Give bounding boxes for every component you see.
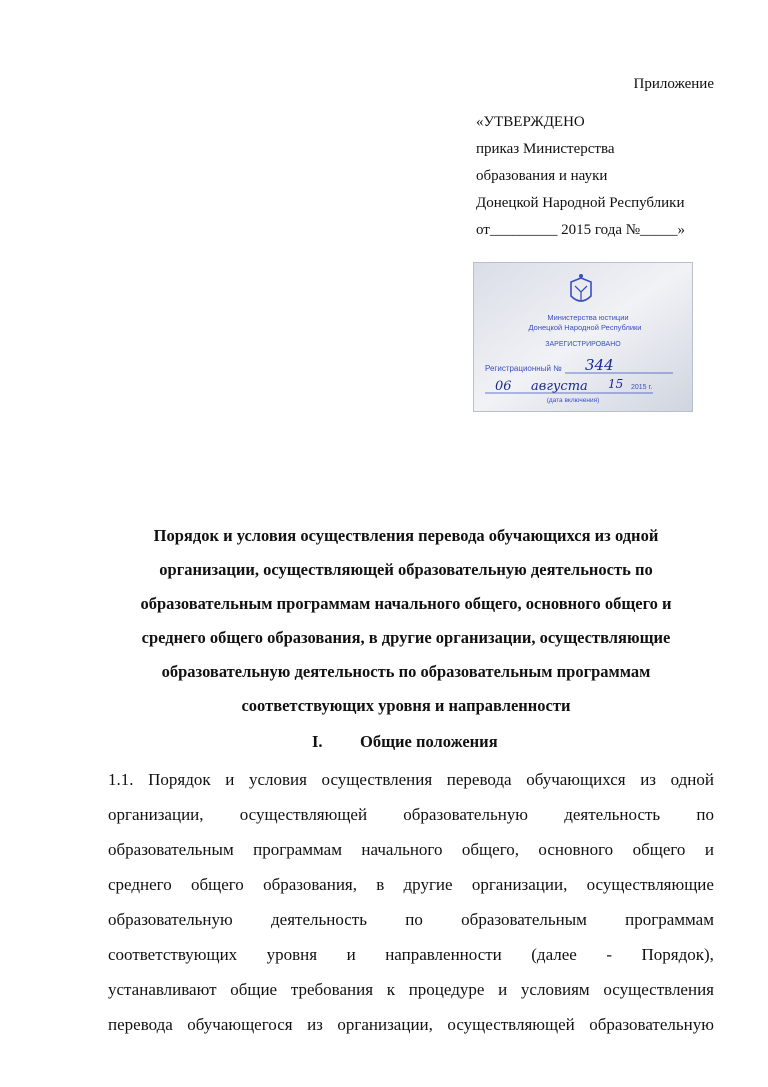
body-word: процедуре [408, 980, 485, 999]
body-word: одной [670, 770, 714, 789]
body-word: образовательную [589, 1015, 714, 1034]
body-word: общие [230, 980, 278, 999]
title-line: образовательным программам начального общего, основного общего и [140, 594, 672, 613]
body-word: деятельность [564, 805, 661, 824]
body-word: (далее [531, 945, 577, 964]
body-word: условиям [520, 980, 590, 999]
approval-line: «УТВЕРЖДЕНО [476, 114, 585, 130]
body-line [108, 832, 714, 867]
body-word: соответствующих [108, 945, 238, 964]
body-word: образовательную [403, 805, 528, 824]
stamp-date-day: 06 [495, 379, 512, 394]
stamp-year-label: 2015 г. [631, 384, 653, 391]
section-number: I. [312, 732, 323, 751]
registration-stamp [473, 262, 693, 412]
body-word: деятельность [271, 910, 367, 929]
body-word: Порядок [148, 770, 211, 789]
body-word: устанавливают [108, 980, 217, 999]
body-word: обучающихся [526, 770, 626, 789]
body-word: организации, [337, 1015, 433, 1034]
body-word: из [640, 770, 657, 789]
body-word: и [704, 840, 714, 859]
body-word: уровня [266, 945, 318, 964]
body-word: другие [403, 875, 453, 894]
body-word: условия [248, 770, 307, 789]
stamp-registered-label: ЗАРЕГИСТРИРОВАНО [545, 341, 621, 348]
appendix-label: Приложение [633, 76, 714, 92]
body-word: перевода [108, 1015, 173, 1034]
title-line: образовательную деятельность по образовательным программам [161, 662, 651, 681]
body-word: образовательным [461, 910, 587, 929]
body-word: обучающегося [187, 1015, 293, 1034]
body-word: направленности [385, 945, 502, 964]
document-title [84, 519, 728, 723]
stamp-date-month: августа [531, 379, 588, 394]
body-line [108, 797, 714, 832]
body-line [108, 1007, 714, 1042]
approval-line: от_________ 2015 года №_____» [476, 222, 686, 238]
stamp-ministry-line: Министерства юстиции [547, 313, 629, 322]
body-line [108, 867, 714, 902]
body-paragraph [108, 762, 714, 1042]
approval-line: Донецкой Народной Республики [476, 195, 685, 211]
body-word: к [386, 980, 395, 999]
title-line: среднего общего образования, в другие организации, осуществляющие [141, 628, 671, 647]
approval-line: образования и науки [476, 168, 608, 184]
body-word: осуществляющей [239, 805, 368, 824]
body-word: образовательным [108, 840, 234, 859]
stamp-date-year-suffix: 15 [608, 377, 624, 391]
body-word: перевода [446, 770, 512, 789]
body-word: программам [253, 840, 342, 859]
body-word: по [405, 910, 423, 929]
body-word: осуществляющей [447, 1015, 575, 1034]
body-line [108, 937, 714, 972]
body-word: и [346, 945, 356, 964]
body-word: Порядок), [641, 945, 714, 964]
body-word: среднего [108, 875, 172, 894]
stamp-republic-line: Донецкой Народной Республики [528, 323, 642, 332]
body-word: организации, [108, 805, 204, 824]
body-line [108, 762, 714, 797]
stamp-reg-label: Регистрационный № [485, 364, 562, 373]
approval-line: приказ Министерства [476, 141, 615, 157]
body-word: требования [290, 980, 374, 999]
body-word: общего [190, 875, 244, 894]
title-line: соответствующих уровня и направленности [241, 696, 571, 715]
body-word: в [376, 875, 385, 894]
stamp-date-caption: (дата включения) [546, 397, 600, 404]
body-word: 1.1. [108, 770, 134, 789]
body-word: общего, [461, 840, 519, 859]
stamp-reg-number: 344 [585, 356, 614, 374]
body-word: по [696, 805, 714, 824]
body-word: основного [538, 840, 614, 859]
approval-block [476, 109, 716, 244]
body-word: осуществляющие [586, 875, 714, 894]
section-title: Общие положения [360, 732, 498, 751]
title-line: Порядок и условия осуществления перевода обучающихся из одной [153, 526, 659, 545]
body-word: начального [361, 840, 443, 859]
body-word: и [498, 980, 508, 999]
body-word: из [307, 1015, 323, 1034]
body-word: образовательную [108, 910, 233, 929]
body-word: общего [632, 840, 686, 859]
title-line: организации, осуществляющей образовательную деятельность по [159, 560, 653, 579]
body-line [108, 902, 714, 937]
body-word: программам [625, 910, 714, 929]
body-word: образования, [263, 875, 357, 894]
body-line [108, 972, 714, 1007]
body-word: осуществления [603, 980, 714, 999]
body-word: осуществления [321, 770, 433, 789]
body-word: и [225, 770, 235, 789]
body-word: - [606, 945, 613, 964]
body-word: организации, [471, 875, 568, 894]
